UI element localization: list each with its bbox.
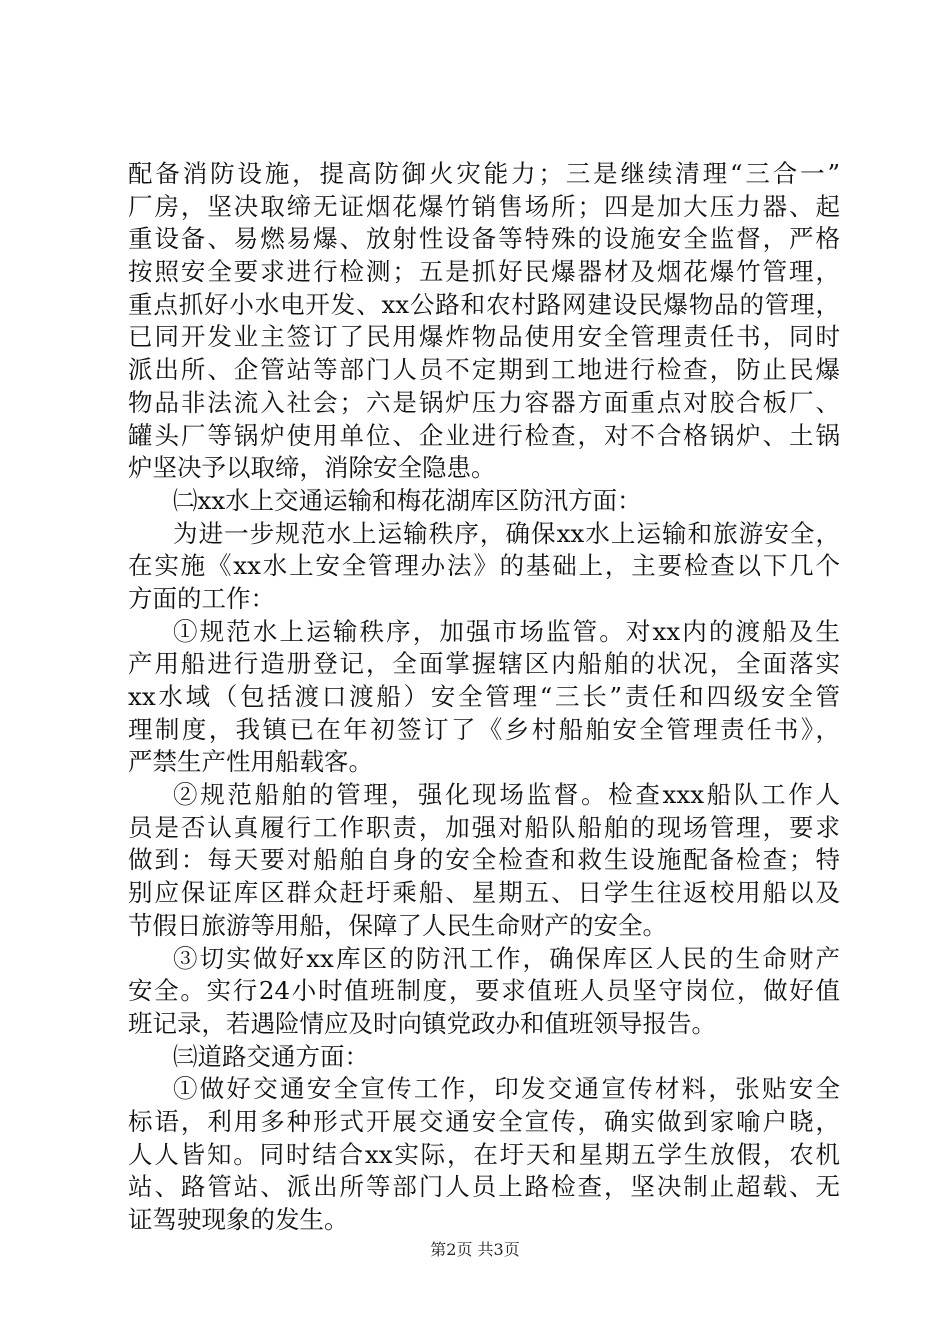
body-line: 按照安全要求进行检测；五是抓好民爆器材及烟花爆竹管理， [128, 257, 840, 287]
body-line: 配备消防设施，提高防御火灾能力；三是继续清理“三合一” [128, 159, 840, 188]
page-footer: 第2页 共3页 [430, 1240, 520, 1259]
body-line: ②规范船舶的管理，强化现场监督。检查xxx船队工作人 [173, 780, 840, 810]
body-line: ③切实做好xx库区的防汛工作，确保库区人民的生命财产 [173, 943, 840, 973]
body-line: 厂房，坚决取缔无证烟花爆竹销售场所；四是加大压力器、起 [128, 191, 840, 221]
body-line: 在实施《xx水上安全管理办法》的基础上，主要检查以下几个 [128, 551, 840, 581]
document-body [128, 158, 840, 1237]
body-line: 重点抓好小水电开发、xx公路和农村路网建设民爆物品的管理， [128, 289, 840, 319]
body-line: 站、路管站、派出所等部门人员上路检查，坚决制止超载、无 [128, 1172, 840, 1202]
body-line: 做到：每天要对船舶自身的安全检查和救生设施配备检查；特 [128, 845, 840, 875]
body-line: ①规范水上运输秩序，加强市场监管。对xx内的渡船及生 [173, 616, 840, 646]
body-line: 派出所、企管站等部门人员不定期到工地进行检查，防止民爆 [128, 355, 840, 385]
body-line: 已同开发业主签订了民用爆炸物品使用安全管理责任书，同时 [128, 322, 840, 352]
body-line: 标语，利用多种形式开展交通安全宣传，确实做到家喻户晓， [128, 1106, 840, 1136]
section-heading: ㈢道路交通方面： [173, 1041, 369, 1071]
body-line: 产用船进行造册登记，全面掌握辖区内船舶的状况，全面落实 [128, 649, 840, 679]
body-line: 班记录，若遇险情应及时向镇党政办和值班领导报告。 [128, 1008, 716, 1038]
body-line: 炉坚决予以取缔，消除安全隐患。 [128, 453, 496, 483]
body-line: 员是否认真履行工作职责，加强对船队船舶的现场管理，要求 [128, 812, 840, 842]
body-line: 为进一步规范水上运输秩序，确保xx水上运输和旅游安全， [173, 518, 840, 548]
body-line: 证驾驶现象的发生。 [128, 1205, 349, 1234]
body-line: 物品非法流入社会；六是锅炉压力容器方面重点对胶合板厂、 [128, 387, 840, 417]
body-line: 安全。实行24小时值班制度，要求值班人员坚守岗位，做好值 [128, 976, 840, 1006]
body-line: 别应保证库区群众赶圩乘船、星期五、日学生往返校用船以及 [128, 878, 840, 908]
body-line: xx水域（包括渡口渡船）安全管理“三长”责任和四级安全管 [128, 682, 840, 711]
body-line: 方面的工作： [128, 583, 275, 613]
body-line: 节假日旅游等用船，保障了人民生命财产的安全。 [128, 910, 667, 940]
body-line: 理制度，我镇已在年初签订了《乡村船舶安全管理责任书》， [128, 714, 840, 744]
body-line: 人人皆知。同时结合xx实际，在圩天和星期五学生放假，农机 [128, 1139, 840, 1169]
body-line: 严禁生产性用船载客。 [128, 747, 373, 777]
section-heading: ㈡xx水上交通运输和梅花湖库区防汛方面： [173, 485, 642, 515]
body-line: 罐头厂等锅炉使用单位、企业进行检查，对不合格锅炉、土锅 [128, 420, 840, 450]
body-line: ①做好交通安全宣传工作，印发交通宣传材料，张贴安全 [173, 1074, 840, 1104]
body-line: 重设备、易燃易爆、放射性设备等特殊的设施安全监督，严格 [128, 224, 840, 254]
